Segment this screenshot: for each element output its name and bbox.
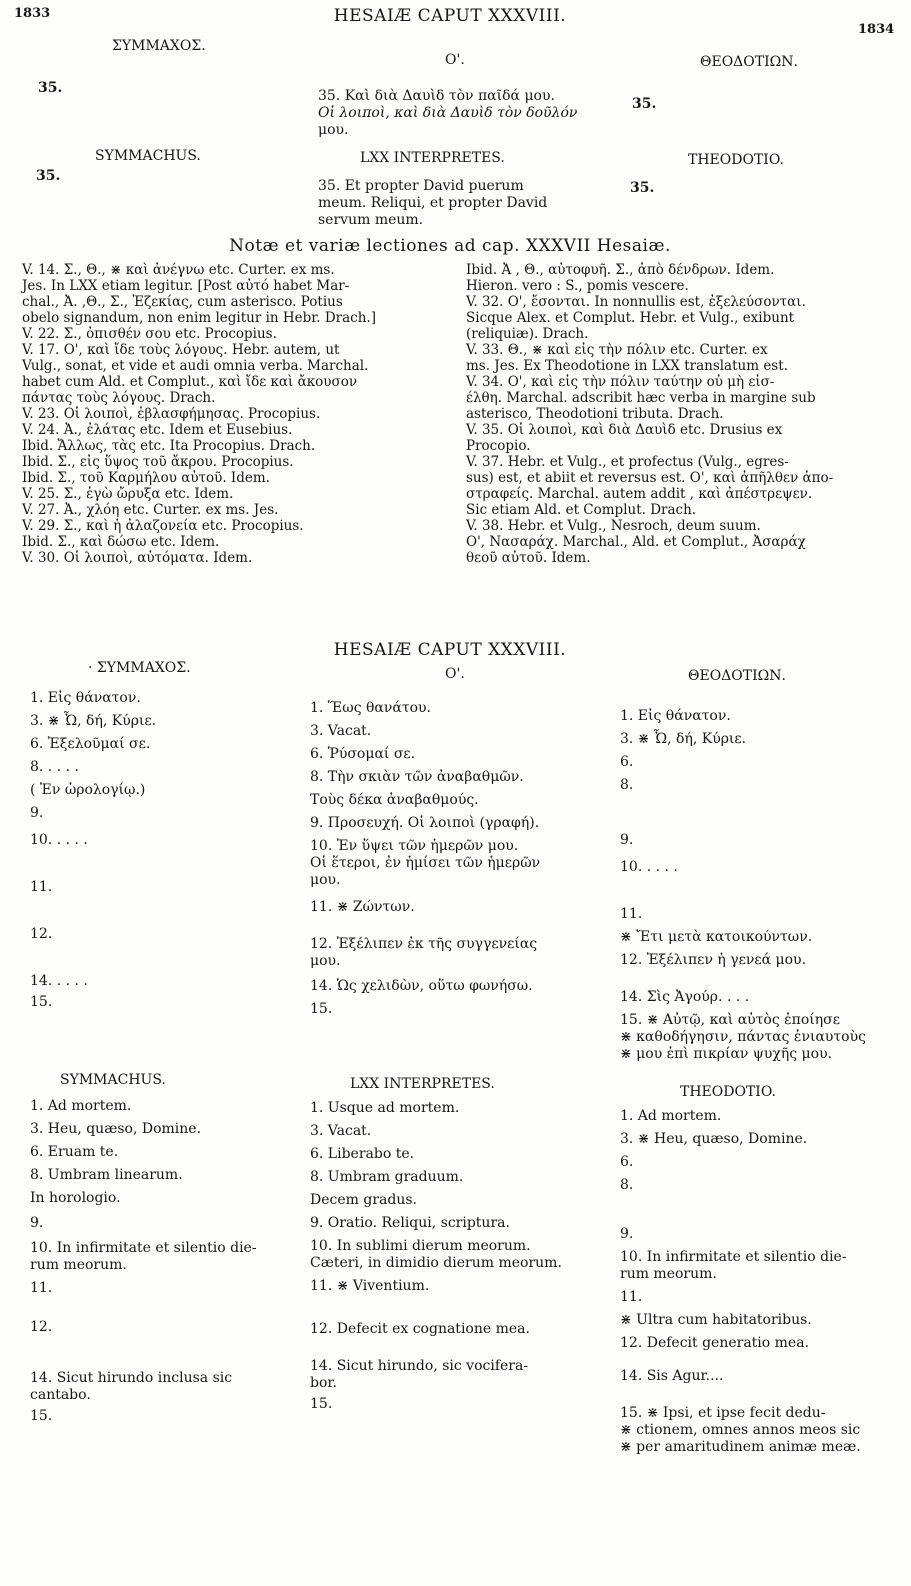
- text-line: habet cum Ald. et Complut., καὶ ἴδε καὶ ἄκουσον: [22, 374, 358, 390]
- text-line: 12. Ἐξέλιπεν ἡ γενεά μου.: [620, 952, 807, 968]
- text-line: Ibid. Ἀ , Θ., αὐτοφυῆ. Σ., ἀπὸ δένδρων. Idem.: [466, 262, 775, 278]
- lxx-greek-heading: Ο'.: [445, 666, 465, 682]
- text-line: 35. Et propter David puerum: [318, 178, 524, 194]
- text-line: 6.: [620, 1154, 634, 1170]
- text-line: 11.: [620, 906, 643, 922]
- text-line: ⋇ Ἔτι μετὰ κατοικούντων.: [620, 929, 813, 945]
- text-line: πάντας τοὺς λόγους. Drach.: [22, 390, 216, 406]
- text-line: ms. Jes. Ex Theodotione in LXX translatum est.: [466, 358, 788, 374]
- text-line: chal., Ἀ. ,Θ., Σ., Ἐζεκίας, cum asterisco. Potius: [22, 294, 343, 310]
- text-line: Τοὺς δέκα ἀναβαθμούς.: [310, 792, 479, 808]
- verse-number: 35.: [38, 80, 63, 96]
- text-line: 14. Ὡς χελιδὼν, οὕτω φωνήσω.: [310, 978, 533, 994]
- text-line: V. 23. Οἱ λοιποὶ, ἐβλασφήμησας. Procopius.: [22, 406, 321, 422]
- lxx-latin-heading: LXX INTERPRETES.: [350, 1076, 495, 1092]
- chapter-title: HESAIÆ CAPUT XXXVIII.: [333, 640, 567, 660]
- symmachus-latin-heading: SYMMACHUS.: [95, 148, 201, 164]
- text-line: Cæteri, in dimidio dierum meorum.: [310, 1255, 562, 1271]
- text-line: V. 32. Ο', ἔσονται. In nonnullis est, ἐξελεύσονται.: [466, 294, 806, 310]
- lxx-greek-column: [310, 700, 600, 1018]
- text-line: Ibid. Σ., τοῦ Καρμήλου αὐτοῦ. Idem.: [22, 470, 270, 486]
- text-line: 6. Eruam te.: [30, 1144, 119, 1160]
- text-line: έλθη. Marchal. adscribit hæc verba in margine sub: [466, 390, 816, 406]
- text-line: 15. ⋇ Ipsi, et ipse fecit dedu-: [620, 1405, 826, 1421]
- text-line: 8. Umbram linearum.: [30, 1167, 183, 1183]
- lxx-greek-heading: Ο'.: [445, 52, 465, 68]
- text-line: V. 29. Σ., καὶ ἡ ἀλαζονεία etc. Procopius.: [22, 518, 304, 534]
- text-line: V. 35. Οἱ λοιποὶ, καὶ διὰ Δαυὶδ etc. Drusius ex: [466, 422, 783, 438]
- text-line: 6. Ἐξελοῦμαί σε.: [30, 736, 151, 752]
- text-line: 14. Σὶς Ἀγούρ. . . .: [620, 989, 750, 1005]
- text-line: V. 27. Ἀ., χλόη etc. Curter. ex ms. Jes.: [22, 502, 279, 518]
- text-line: 12. Defecit generatio mea.: [620, 1335, 810, 1351]
- text-line: meum. Reliqui, et propter David: [318, 195, 548, 211]
- text-line: 8. . . . .: [30, 759, 79, 775]
- text-line: 1. Ἕως θανάτου.: [310, 700, 431, 716]
- text-line: Ibid. Σ., καὶ δώσω etc. Idem.: [22, 534, 220, 550]
- symmachus-latin-heading: SYMMACHUS.: [60, 1072, 166, 1088]
- lxx-latin-heading: LXX INTERPRETES.: [360, 150, 505, 166]
- text-line: ⋇ μου ἐπὶ πικρίαν ψυχῆς μου.: [620, 1046, 833, 1062]
- text-line: 12. Defecit ex cognatione mea.: [310, 1321, 530, 1337]
- text-line: Jes. In LXX etiam legitur. [Post αὐτό habet Mar-: [22, 278, 350, 294]
- text-line: cantabo.: [30, 1387, 91, 1403]
- verse-number: 35.: [630, 180, 655, 196]
- verse-number: 35.: [632, 96, 657, 112]
- text-line: V. 34. Ο', καὶ εἰς τὴν πόλιν ταύτην οὐ μὴ εἰσ-: [466, 374, 775, 390]
- theodotion-greek-column: [620, 708, 900, 1063]
- text-line: 14. . . . .: [30, 973, 88, 989]
- text-line: 14. Sis Agur....: [620, 1368, 724, 1384]
- text-line: sus) est, et abiit et reversus est. Ο', καὶ ἀπῆλθεν ἀπο-: [466, 470, 834, 486]
- text-line: 9.: [30, 1215, 44, 1231]
- page-number-left: 1833: [14, 6, 51, 21]
- notes-right-column: [466, 262, 906, 566]
- text-line: 3. Heu, quæso, Domine.: [30, 1121, 202, 1137]
- text-line: ⋇ per amaritudinem animæ meæ.: [620, 1439, 861, 1455]
- symmachus-latin-column: [30, 1098, 310, 1425]
- text-line: 3. Vacat.: [310, 1123, 372, 1139]
- text-line: Οἱ λοιποὶ, καὶ διὰ Δαυὶδ τὸν δοῦλόν: [318, 105, 578, 121]
- text-line: 9. Oratio. Reliqui, scriptura.: [310, 1215, 510, 1231]
- text-line: 11.: [30, 1280, 53, 1296]
- text-line: Οἱ ἕτεροι, ἐν ἡμίσει τῶν ἡμερῶν: [310, 855, 541, 871]
- symmachus-greek-heading: · ΣΥΜΜΑΧΟΣ.: [88, 660, 191, 676]
- text-line: Sic etiam Ald. et Complut. Drach.: [466, 502, 697, 518]
- text-line: Hieron. vero : S., pomis vescere.: [466, 278, 689, 294]
- text-line: rum meorum.: [620, 1266, 717, 1282]
- text-line: 10. In infirmitate et silentio die-: [30, 1240, 257, 1256]
- text-line: 35. Καὶ διὰ Δαυὶδ τὸν παῖδά μου.: [318, 88, 555, 104]
- text-line: obelo signandum, non enim legitur in Hebr. Drach.]: [22, 310, 376, 326]
- text-line: 6. Ῥύσομαί σε.: [310, 746, 416, 762]
- text-line: Ibid. Σ., εἰς ὕψος τοῦ ἄκρου. Procopius.: [22, 454, 294, 470]
- symmachus-greek-column: [30, 690, 310, 1011]
- text-line: 1. Εἰς θάνατον.: [620, 708, 731, 724]
- text-line: 9. Προσευχή. Οἱ λοιποὶ (γραφή).: [310, 815, 540, 831]
- text-line: 3. ⋇ Heu, quæso, Domine.: [620, 1131, 808, 1147]
- text-line: 9.: [30, 805, 44, 821]
- text-line: In horologio.: [30, 1190, 121, 1206]
- lxx-greek-verse: [318, 88, 608, 139]
- text-line: 10. Ἐν ὕψει τῶν ἡμερῶν μου.: [310, 838, 519, 854]
- text-line: Decem gradus.: [310, 1192, 417, 1208]
- text-line: rum meorum.: [30, 1257, 127, 1273]
- text-line: 1. Εἰς θάνατον.: [30, 690, 141, 706]
- text-line: 12. Ἐξέλιπεν ἐκ τῆς συγγενείας: [310, 936, 538, 952]
- text-line: 8.: [620, 1177, 634, 1193]
- text-line: στραφείς. Marchal. autem addit , καὶ ἀπέστρεψεν.: [466, 486, 813, 502]
- theodotio-latin-heading: THEODOTIO.: [688, 152, 784, 168]
- text-line: 14. Sicut hirundo, sic vocifera-: [310, 1358, 529, 1374]
- text-line: μου.: [310, 872, 341, 888]
- text-line: V. 22. Σ., ὀπισθέν σου etc. Procopius.: [22, 326, 277, 342]
- text-line: 9.: [620, 1226, 634, 1242]
- text-line: Sicque Alex. et Complut. Hebr. et Vulg., exibunt: [466, 310, 795, 326]
- text-line: V. 38. Hebr. et Vulg., Nesroch, deum suum.: [466, 518, 761, 534]
- text-line: 6. Liberabo te.: [310, 1146, 415, 1162]
- text-line: 1. Usque ad mortem.: [310, 1100, 460, 1116]
- text-line: 3. Vacat.: [310, 723, 372, 739]
- text-line: V. 33. Θ., ⋇ καὶ εἰς τὴν πόλιν etc. Curter. ex: [466, 342, 768, 358]
- text-line: bor.: [310, 1375, 337, 1391]
- text-line: Ο', Νασαράχ. Marchal., Ald. et Complut., Ἀσαράχ: [466, 534, 806, 550]
- text-line: 6.: [620, 754, 634, 770]
- text-line: 12.: [30, 926, 53, 942]
- text-line: V. 30. Οἱ λοιποὶ, αὐτόματα. Idem.: [22, 550, 253, 566]
- page-number-right: 1834: [858, 22, 895, 37]
- lxx-latin-column: [310, 1100, 600, 1413]
- running-title: HESAIÆ CAPUT XXXVIII.: [333, 6, 567, 26]
- text-line: ⋇ ctionem, omnes annos meos sic: [620, 1422, 861, 1438]
- text-line: 8. Τὴν σκιὰν τῶν ἀναβαθμῶν.: [310, 769, 524, 785]
- text-line: 8. Umbram graduum.: [310, 1169, 464, 1185]
- text-line: 12.: [30, 1319, 53, 1335]
- verse-number: 35.: [36, 168, 61, 184]
- text-line: 11.: [620, 1289, 643, 1305]
- text-line: Vulg., sonat, et vide et audi omnia verba. Marchal.: [22, 358, 369, 374]
- theodotion-greek-heading: ΘΕΟΔΟΤΙΩΝ.: [688, 668, 786, 684]
- text-line: 15.: [30, 1408, 53, 1424]
- text-line: V. 14. Σ., Θ., ⋇ καὶ ἀνέγνω etc. Curter. ex ms.: [22, 262, 335, 278]
- text-line: μου.: [318, 122, 349, 138]
- text-line: 15. ⋇ Αὐτῷ, καὶ αὐτὸς ἐποίησε: [620, 1012, 840, 1028]
- text-line: 15.: [310, 1396, 333, 1412]
- text-line: 11. ⋇ Ζώντων.: [310, 899, 415, 915]
- text-line: (reliquiæ). Drach.: [466, 326, 589, 342]
- text-line: 10. In infirmitate et silentio die-: [620, 1249, 847, 1265]
- text-line: asterisco, Theodotioni tributa. Drach.: [466, 406, 724, 422]
- text-line: 10. In sublimi dierum meorum.: [310, 1238, 531, 1254]
- text-line: 15.: [310, 1001, 333, 1017]
- text-line: Procopio.: [466, 438, 531, 454]
- text-line: 9.: [620, 832, 634, 848]
- text-line: V. 25. Σ., ἐγὼ ὤρυξα etc. Idem.: [22, 486, 234, 502]
- text-line: ( Ἐν ὡρολογίῳ.): [30, 782, 146, 798]
- text-line: Ibid. Ἄλλως, τὰς etc. Ita Procopius. Drach.: [22, 438, 316, 454]
- text-line: 10. . . . .: [620, 859, 678, 875]
- symmachus-greek-heading: ΣΥΜΜΑΧΟΣ.: [112, 38, 206, 54]
- text-line: 11. ⋇ Viventium.: [310, 1278, 430, 1294]
- text-line: 11.: [30, 879, 53, 895]
- text-line: μου.: [310, 953, 341, 969]
- text-line: V. 24. Ἀ., ἐλάτας etc. Idem et Eusebius.: [22, 422, 293, 438]
- text-line: V. 37. Hebr. et Vulg., et profectus (Vulg., egres-: [466, 454, 789, 470]
- theodotio-latin-heading: THEODOTIO.: [680, 1084, 776, 1100]
- text-line: servum meum.: [318, 212, 424, 228]
- theodotion-greek-heading: ΘΕΟΔΟΤΙΩΝ.: [700, 54, 798, 70]
- text-line: 14. Sicut hirundo inclusa sic: [30, 1370, 233, 1386]
- text-line: 1. Ad mortem.: [30, 1098, 132, 1114]
- text-line: θεοῦ αὐτοῦ. Idem.: [466, 550, 591, 566]
- text-line: ⋇ καθοδήγησιν, πάντας ἐνιαυτοὺς: [620, 1029, 866, 1045]
- lxx-latin-verse: [318, 178, 608, 229]
- text-line: 8.: [620, 777, 634, 793]
- text-line: 3. ⋇ Ὦ, δή, Κύριε.: [620, 731, 747, 747]
- text-line: 10. . . . .: [30, 832, 88, 848]
- text-line: 1. Ad mortem.: [620, 1108, 722, 1124]
- notes-left-column: [22, 262, 462, 566]
- text-line: ⋇ Ultra cum habitatoribus.: [620, 1312, 812, 1328]
- notes-title: Notæ et variæ lectiones ad cap. XXXVII Hesaiæ.: [229, 236, 671, 256]
- text-line: 15.: [30, 994, 53, 1010]
- theodotio-latin-column: [620, 1108, 900, 1456]
- text-line: 3. ⋇ Ὦ, δή, Κύριε.: [30, 713, 157, 729]
- text-line: V. 17. Ο', καὶ ἴδε τοὺς λόγους. Hebr. autem, ut: [22, 342, 340, 358]
